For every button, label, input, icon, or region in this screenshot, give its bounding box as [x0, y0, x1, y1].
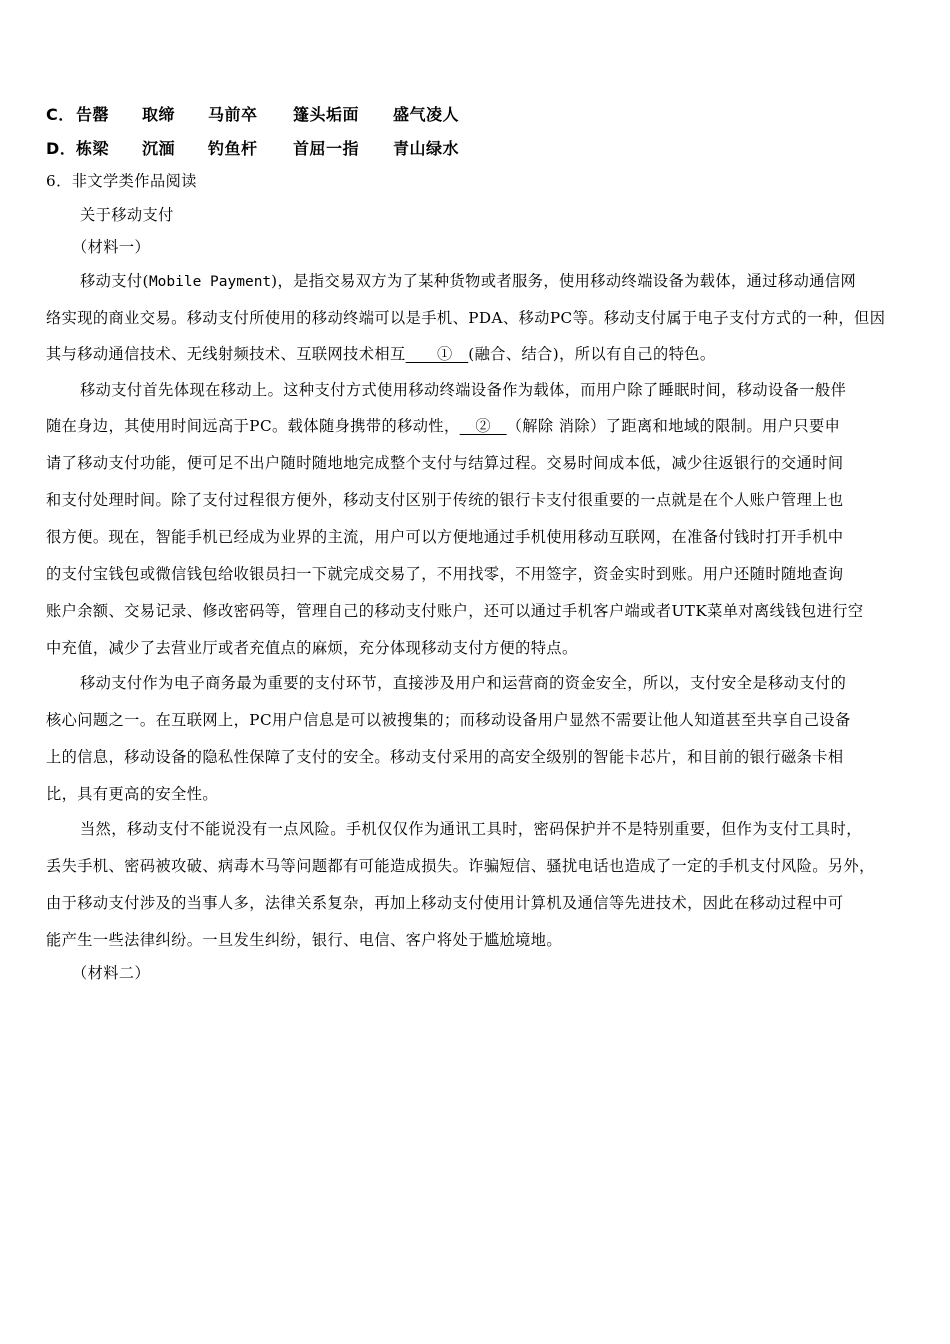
- para4-line4: 能产生一些法律纠纷。一旦发生纠纷，银行、电信、客户将处于尴尬境地。: [46, 931, 563, 949]
- question-heading: 6．非文学类作品阅读: [46, 172, 197, 190]
- para2-line2: [46, 416, 840, 436]
- para2-line6: 的支付宝钱包或微信钱包给收银员扫一下就完成交易了，不用找零，不用签字，资金实时到账。用户还随时随地查询: [46, 565, 844, 583]
- option-d-label: D．: [46, 139, 77, 158]
- option-c-word-2: 取缔: [142, 105, 176, 124]
- option-d-word-3: 钓鱼杆: [208, 139, 258, 158]
- para2-line8: 中充值，减少了去营业厅或者充值点的麻烦，充分体现移动支付方便的特点。: [46, 639, 578, 657]
- article-title: 关于移动支付: [80, 206, 174, 224]
- option-d-word-4: 首屈一指: [293, 139, 360, 158]
- para3-line4: 比，具有更高的安全性。: [46, 785, 219, 803]
- para3-line1: 移动支付作为电子商务最为重要的支付环节，直接涉及用户和运营商的资金安全，所以，支付安全是移动支付的: [80, 674, 847, 692]
- para2-line7: 账户余额、交易记录、修改密码等，管理自己的移动支付账户，还可以通过手机客户端或者UTK菜单对离线钱包进行空: [46, 602, 864, 620]
- para4-line2: 丢失手机、密码被攻破、病毒木马等问题都有可能造成损失。诈骗短信、骚扰电话也造成了一定的手机支付风险。另外，: [46, 857, 875, 875]
- blank-2: ②: [459, 417, 507, 435]
- blank-1: ①: [405, 345, 469, 363]
- text: )，是指交易双方为了某种货物或者服务，使用移动终端设备为载体，通过移动通信网: [271, 272, 857, 290]
- material-1-label: （材料一）: [72, 238, 151, 256]
- para2-line1: 移动支付首先体现在移动上。这种支付方式使用移动终端设备作为载体，而用户除了睡眠时间，移动设备一般伴: [80, 381, 847, 399]
- option-d-word-5: 青山绿水: [393, 139, 460, 158]
- para4-line3: 由于移动支付涉及的当事人多，法律关系复杂，再加上移动支付使用计算机及通信等先进技术，因此在移动过程中可: [46, 894, 844, 912]
- option-c-word-1: 告罄: [76, 105, 110, 124]
- option-c-word-5: 盛气凌人: [393, 105, 460, 124]
- option-c-word-3: 马前卒: [208, 105, 258, 124]
- para3-line2: 核心问题之一。在互联网上，PC用户信息是可以被搜集的；而移动设备用户显然不需要让他人知道甚至共享自己设备: [46, 711, 851, 729]
- para2-line5: 很方便。现在，智能手机已经成为业界的主流，用户可以方便地通过手机使用移动互联网，在准备付钱时打开手机中: [46, 528, 844, 546]
- para2-line3: 请了移动支付功能，便可足不出户随时随地地完成整个支付与结算过程。交易时间成本低，减少往返银行的交通时间: [46, 454, 844, 472]
- para1-line2: 络实现的商业交易。移动支付所使用的移动终端可以是手机、PDA、移动PC等。移动支付属于电子支付方式的一种，但因: [46, 309, 886, 327]
- text: （解除 消除）了距离和地域的限制。用户只要申: [506, 417, 841, 435]
- option-d-word-1: 栋梁: [76, 139, 110, 158]
- para3-line3: 上的信息，移动设备的隐私性保障了支付的安全。移动支付采用的高安全级别的智能卡芯片，和目前的银行磁条卡相: [46, 748, 844, 766]
- para1-line3: [46, 344, 716, 364]
- para4-line1: 当然，移动支付不能说没有一点风险。手机仅仅作为通讯工具时，密码保护并不是特别重要，但作为支付工具时，: [80, 820, 862, 838]
- english-term: Mobile Payment: [148, 274, 272, 290]
- option-c-label: C．: [46, 105, 75, 124]
- option-c-word-4: 篷头垢面: [293, 105, 360, 124]
- para2-line4: 和支付处理时间。除了支付过程很方便外，移动支付区别于传统的银行卡支付很重要的一点就是在个人账户管理上也: [46, 491, 844, 509]
- text: 移动支付(: [80, 272, 149, 290]
- para1-line1: [80, 271, 856, 292]
- material-2-label: （材料二）: [72, 964, 151, 982]
- text: 随在身边，其使用时间远高于PC。载体随身携带的移动性，: [46, 417, 460, 435]
- text: (融合、结合)，所以有自己的特色。: [468, 345, 716, 363]
- text: 其与移动通信技术、无线射频技术、互联网技术相互: [46, 345, 406, 363]
- option-d-word-2: 沉湎: [142, 139, 176, 158]
